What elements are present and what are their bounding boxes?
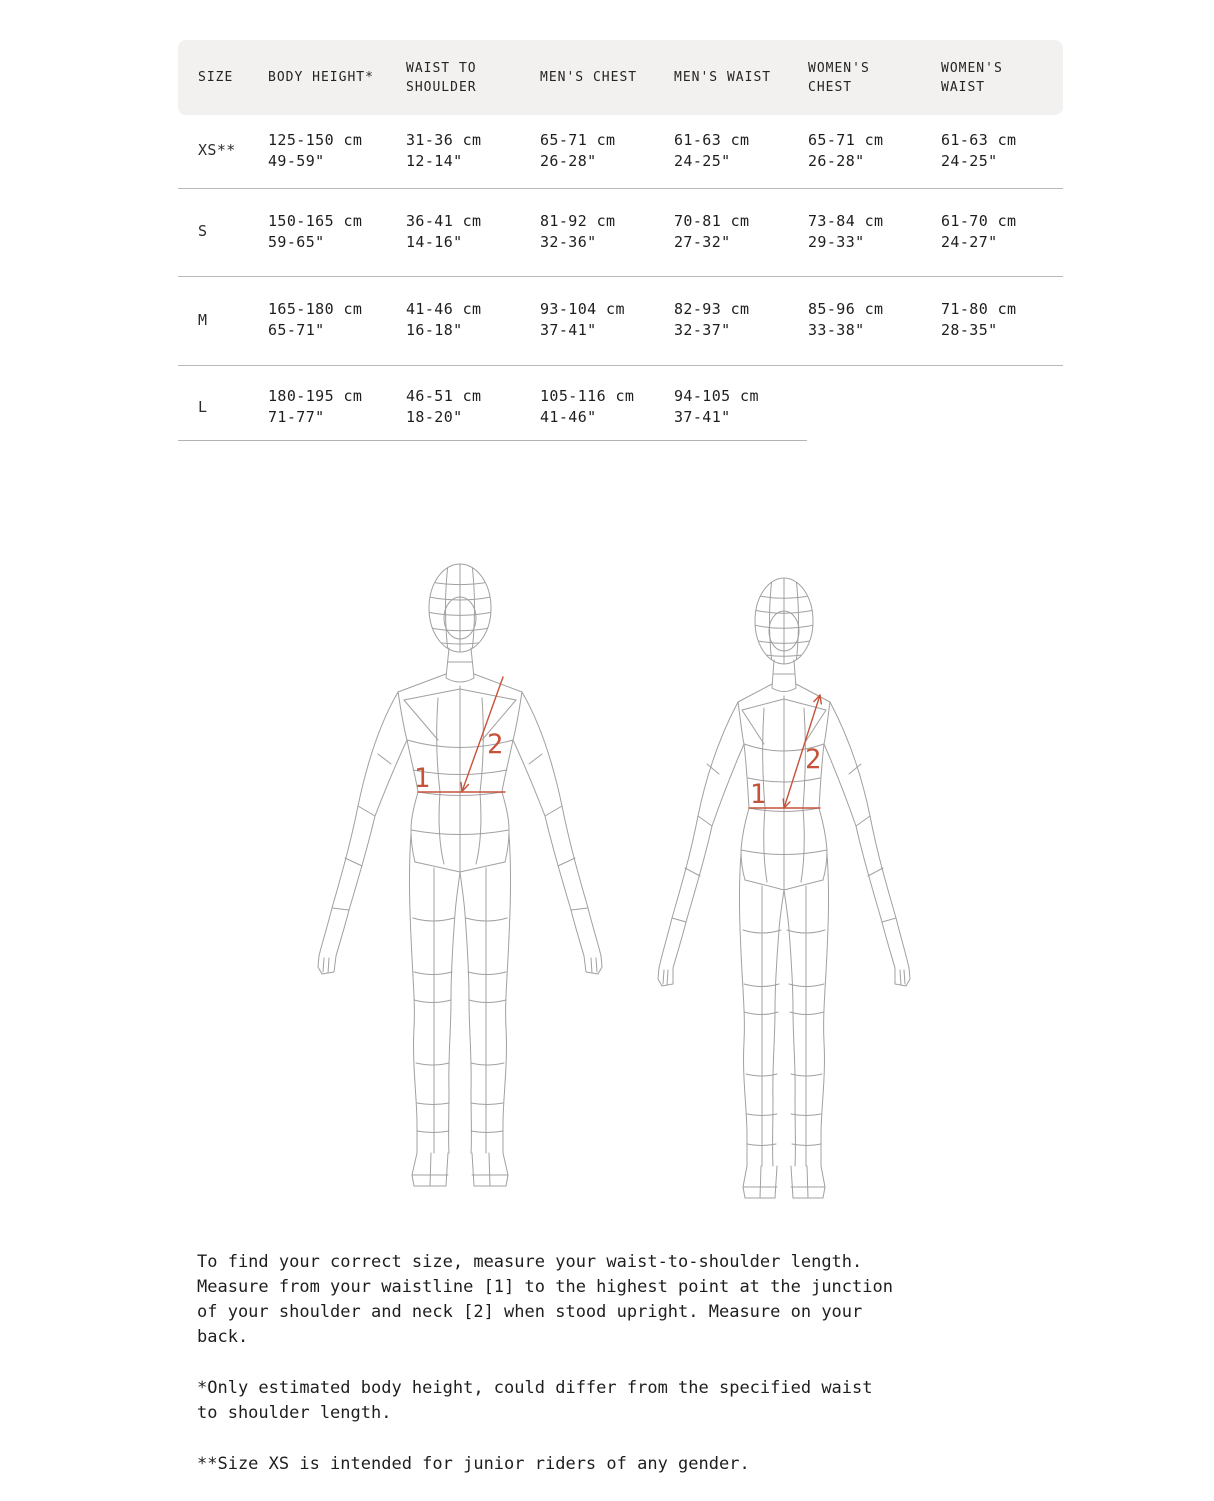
column-header-mens-chest: MEN'S CHEST <box>540 70 638 85</box>
cell-body-height: 150-165 cm 59-65" <box>268 211 363 251</box>
table-bottom-divider <box>178 440 807 441</box>
cell-body-height: 125-150 cm 49-59" <box>268 130 363 170</box>
size-chart-table <box>178 40 1063 450</box>
cell-mens-chest: 65-71 cm 26-28" <box>540 130 616 170</box>
measurement-annotations <box>414 677 505 794</box>
cell-womens-chest: 85-96 cm 33-38" <box>808 300 884 339</box>
cell-mens-chest: 81-92 cm 32-36" <box>540 211 616 251</box>
column-header-womens-waist: WOMEN'S WAIST <box>941 60 1003 95</box>
cell-womens-waist: 61-70 cm 24-27" <box>941 211 1017 251</box>
xs-footnote: **Size XS is intended for junior riders of any gender. <box>197 1454 750 1474</box>
cell-waist-to-shoulder: 36-41 cm 14-16" <box>406 211 482 251</box>
cell-mens-waist: 82-93 cm 32-37" <box>674 300 750 339</box>
male-body-wireframe <box>312 558 622 1198</box>
table-row-m <box>178 277 1063 366</box>
cell-waist-to-shoulder: 46-51 cm 18-20" <box>406 387 482 426</box>
size-label: L <box>198 397 208 416</box>
measure-label-2: 2 <box>805 744 822 775</box>
column-header-mens-waist: MEN'S WAIST <box>674 70 772 85</box>
body-height-footnote: *Only estimated body height, could differ from the specified waist to shoulder length. <box>197 1378 873 1423</box>
cell-waist-to-shoulder: 31-36 cm 12-14" <box>406 130 482 170</box>
table-row-l <box>178 366 1063 450</box>
cell-womens-waist: 61-63 cm 24-25" <box>941 130 1017 170</box>
cell-mens-chest: 105-116 cm 41-46" <box>540 387 635 426</box>
measure-instructions: To find your correct size, measure your waist-to-shoulder length. Measure from your waistline [1] to the highest point at the junction of your shoulder and neck [2] when stood upright. Measure on your back. <box>197 1252 893 1347</box>
size-label: M <box>198 310 208 329</box>
cell-womens-waist: 71-80 cm 28-35" <box>941 300 1017 339</box>
wireframe-mesh <box>658 578 910 1198</box>
size-label: S <box>198 222 208 240</box>
measurement-annotations <box>749 695 821 810</box>
column-header-womens-chest: WOMEN'S CHEST <box>808 60 870 95</box>
sizing-notes <box>197 1250 895 1477</box>
cell-womens-chest: 65-71 cm 26-28" <box>808 130 884 170</box>
column-header-body-height: BODY HEIGHT* <box>268 70 374 85</box>
measure-label-1: 1 <box>413 763 430 794</box>
cell-body-height: 180-195 cm 71-77" <box>268 387 363 426</box>
female-body-wireframe <box>645 572 945 1202</box>
table-row-xs <box>178 115 1063 189</box>
column-header-size: SIZE <box>198 70 234 85</box>
cell-womens-chest: 73-84 cm 29-33" <box>808 211 884 251</box>
cell-body-height: 165-180 cm 65-71" <box>268 300 363 339</box>
wireframe-mesh <box>318 564 602 1186</box>
cell-mens-chest: 93-104 cm 37-41" <box>540 300 625 339</box>
cell-mens-waist: 94-105 cm 37-41" <box>674 387 759 426</box>
measure-label-1: 1 <box>749 779 766 810</box>
table-header-row <box>178 40 1063 115</box>
measure-label-2: 2 <box>487 729 504 760</box>
cell-mens-waist: 61-63 cm 24-25" <box>674 130 750 170</box>
cell-mens-waist: 70-81 cm 27-32" <box>674 211 750 251</box>
size-label: XS** <box>198 141 236 159</box>
cell-waist-to-shoulder: 41-46 cm 16-18" <box>406 300 482 339</box>
column-header-waist-to-shoulder: WAIST TO SHOULDER <box>406 60 477 95</box>
table-row-s <box>178 189 1063 277</box>
